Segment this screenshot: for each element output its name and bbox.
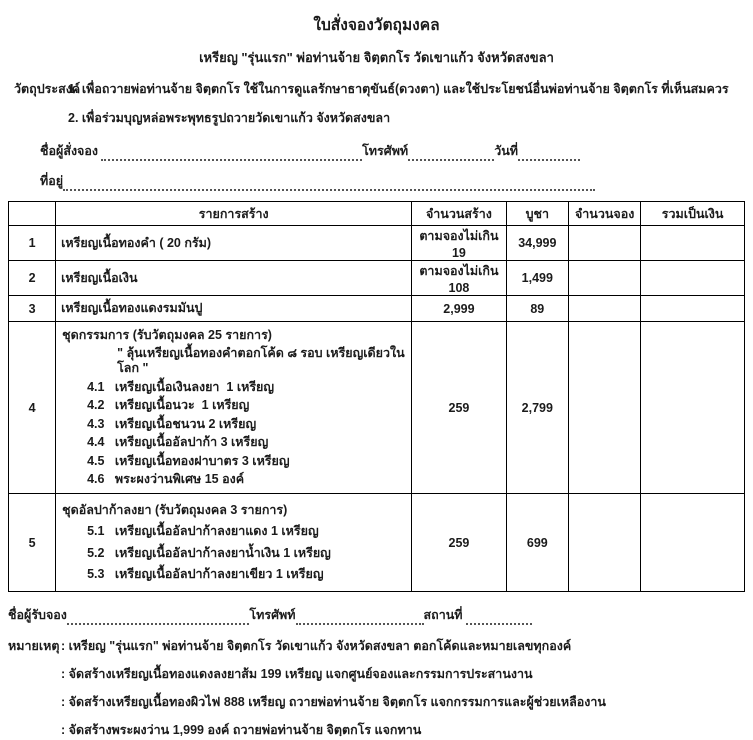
note-text: : จัดสร้างเหรียญเนื้อทองแดงลงยาส้ม 199 เหรียญ แจกศูนย์จองและกรรมการประสานงาน [61, 667, 533, 681]
header-qty-reserved: จำนวนจอง [569, 202, 641, 226]
header-item: รายการสร้าง [56, 202, 412, 226]
row-price: 2,799 [506, 322, 569, 494]
receiver-phone-label: โทรศัพท์ [249, 608, 296, 622]
set-sub-item: 5.1 เหรียญเนื้ออัลปาก้าลงยาแดง 1 เหรียญ [87, 524, 319, 539]
row-qty-reserved-field[interactable] [569, 494, 641, 592]
page-title: ใบสั่งจองวัตถุมงคล [313, 17, 440, 34]
orderer-date-field[interactable] [518, 147, 580, 161]
receiver-line [8, 605, 532, 625]
set-sub-item: 4.2 เหรียญเนื้อนวะ 1 เหรียญ [87, 398, 250, 413]
address-label: ที่อยู่ [40, 174, 64, 188]
row-qty-made: 259 [412, 322, 506, 494]
notes-label: หมายเหตุ [8, 639, 60, 653]
purpose-line-2: 2. เพื่อร่วมบุญหล่อพระพุทธรูปถวายวัดเขาแก้ว จังหวัดสงขลา [68, 111, 391, 125]
header-total: รวมเป็นเงิน [641, 202, 745, 226]
purpose-lines [68, 79, 745, 137]
row-qty-made: 259 [412, 494, 506, 592]
note-text: : เหรียญ "รุ่นแรก" พ่อท่านจ้าย จิตฺตกโร วัดเขาแก้ว จังหวัดสงขลา ตอกโค้ดและหมายเลขทุกองค์ [61, 639, 572, 653]
row-price: 89 [506, 296, 569, 322]
receiver-phone-field[interactable] [296, 611, 424, 625]
note-text: : จัดสร้างเหรียญเนื้อทองผิวไฟ 888 เหรียญ ถวายพ่อท่านจ้าย จิตฺตกโร แจกกรรมการและผู้ช่วยเหลืองาน [61, 695, 606, 709]
row-total-field[interactable] [641, 322, 745, 494]
row-qty-reserved-field[interactable] [569, 261, 641, 296]
row-total-field[interactable] [641, 261, 745, 296]
row-qty-made: ตามจองไม่เกิน 108 [412, 261, 506, 296]
set-sub-item: 5.3 เหรียญเนื้ออัลปาก้าลงยาเขียว 1 เหรียญ [87, 567, 324, 582]
row-no: 1 [9, 226, 56, 261]
purpose-section [8, 79, 745, 137]
set-sub-item: 4.5 เหรียญเนื้อทองฝาบาตร 3 เหรียญ [87, 453, 290, 468]
purpose-line-1: 1. เพื่อถวายพ่อท่านจ้าย จิตฺตกโร ใช้ในการดูแลรักษาธาตุขันธ์(ดวงตา) และใช้ประโยชน์อื่นพ่อท่านจ้าย จิตฺตกโร ที่เห็นสมควร [68, 82, 729, 96]
table-row [9, 226, 745, 261]
row-total-field[interactable] [641, 494, 745, 592]
row-item-set [61, 324, 407, 491]
table-row [9, 322, 745, 494]
note-row [8, 636, 745, 656]
row-price: 699 [506, 494, 569, 592]
row-total-field[interactable] [641, 296, 745, 322]
receiver-place-label: สถานที่ [423, 608, 466, 622]
row-item: เหรียญเนื้อทองแดงรมมันปู [61, 301, 203, 315]
row-no: 5 [9, 494, 56, 592]
table-row [9, 494, 745, 592]
row-item: เหรียญเนื้อทองคำ ( 20 กรัม) [61, 235, 212, 250]
set-sub-item: 5.2 เหรียญเนื้ออัลปาก้าลงยาน้ำเงิน 1 เหรียญ [87, 545, 331, 560]
header-qty-made: จำนวนสร้าง [412, 202, 506, 226]
header-no [9, 202, 56, 226]
note-row [8, 720, 745, 740]
row-qty-made: ตามจองไม่เกิน 19 [412, 226, 506, 261]
table-row [9, 296, 745, 322]
row-qty-made: 2,999 [412, 296, 506, 322]
set-sub-item: 4.6 พระผงว่านพิเศษ 15 องค์ [87, 472, 245, 487]
row-no: 2 [9, 261, 56, 296]
orderer-name-field[interactable] [101, 147, 362, 161]
set-sub-item: 4.3 เหรียญเนื้อชนวน 2 เหรียญ [87, 416, 257, 431]
row-qty-reserved-field[interactable] [569, 322, 641, 494]
set-title: ชุดกรรมการ (รับวัตถุมงคล 25 รายการ) [62, 327, 272, 342]
orderer-phone-field[interactable] [408, 147, 494, 161]
set-sub-item: 4.4 เหรียญเนื้ออัลปาก้า 3 เหรียญ [87, 435, 269, 450]
note-text: : จัดสร้างพระผงว่าน 1,999 องค์ ถวายพ่อท่านจ้าย จิตฺตกโร แจกทาน [61, 723, 422, 737]
page-subtitle: เหรียญ "รุ่นแรก" พ่อท่านจ้าย จิตฺตกโร วัดเขาแก้ว จังหวัดสงขลา [199, 50, 554, 65]
receiver-name-field[interactable] [67, 611, 250, 625]
header-price: บูชา [506, 202, 569, 226]
set-sub-item: 4.1 เหรียญเนื้อเงินลงยา 1 เหรียญ [87, 379, 275, 394]
receiver-place-field[interactable] [466, 611, 532, 625]
row-qty-reserved-field[interactable] [569, 226, 641, 261]
address-field[interactable] [63, 177, 595, 191]
address-line [40, 171, 595, 191]
row-price: 1,499 [506, 261, 569, 296]
orderer-phone-label: โทรศัพท์ [362, 144, 409, 158]
row-qty-reserved-field[interactable] [569, 296, 641, 322]
note-row [8, 692, 745, 712]
row-total-field[interactable] [641, 226, 745, 261]
orderer-date-label: วันที่ [494, 144, 518, 158]
note-row [8, 664, 745, 684]
set-bonus-note: " ลุ้นเหรียญเนื้อทองคำตอกโค้ด ๘ รอบ เหรียญเดียวในโลก " [117, 346, 405, 376]
table-header-row [9, 202, 745, 226]
set-title: ชุดอัลปาก้าลงยา (รับวัตถุมงคล 3 รายการ) [62, 502, 288, 517]
row-price: 34,999 [506, 226, 569, 261]
orderer-line [40, 141, 580, 161]
row-no: 4 [9, 322, 56, 494]
orderer-name-label: ชื่อผู้สั่งจอง [40, 144, 102, 158]
purpose-label: วัตถุประสงค์ [14, 82, 81, 96]
order-table [8, 201, 745, 592]
receiver-name-label: ชื่อผู้รับจอง [8, 608, 67, 622]
row-item-set [61, 496, 407, 589]
table-row [9, 261, 745, 296]
row-item: เหรียญเนื้อเงิน [61, 270, 138, 285]
notes-section [8, 636, 745, 740]
row-no: 3 [9, 296, 56, 322]
